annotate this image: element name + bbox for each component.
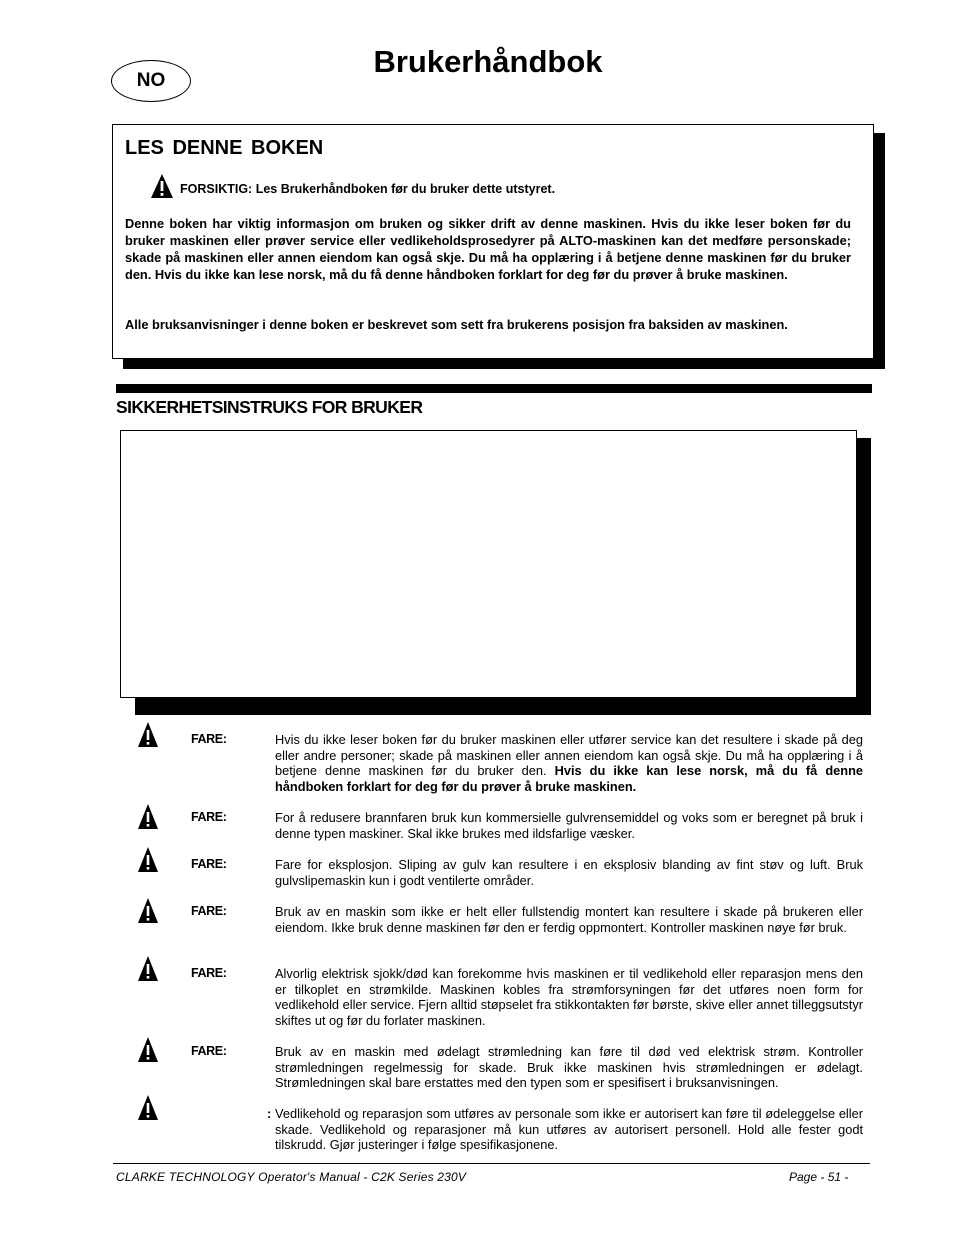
warning-triangle-icon — [137, 803, 159, 830]
warning-label: FARE: — [191, 810, 227, 824]
warning-text: Alvorlig elektrisk sjokk/død kan forekomme hvis maskinen er til vedlikehold eller reparasjon mens den er tilkoplet en strømkilde. Maskinen kobles fra strømforsyningen før det utføres noen form for vedlikehold eller service. Fjern alltid støpselet fra stikkontakten før børste, skive eller annet tilleggsutstyr skiftes ut og før du forlater maskinen. — [275, 966, 863, 1028]
caution-line — [150, 173, 555, 199]
warning-text — [275, 732, 863, 794]
warning-text: Bruk av en maskin som ikke er helt eller fullstendig montert kan resultere i skade på brukeren eller eiendom. Ikke bruk denne maskinen før den er ferdig oppmontert. Kontroller maskinen nøye før bruk. — [275, 904, 863, 935]
warning-body: Hvis du ikke leser boken før du bruker maskinen eller utfører service kan det resultere i skade på deg eller andre personer; skade på maskinen eller annen eiendom kan også skje. Du må ha opplæring i å betjene denne maskinen før du bruker den. — [275, 732, 863, 779]
warning-label: FARE: — [191, 732, 227, 746]
warning-triangle-icon — [137, 846, 159, 873]
warning-text — [267, 1106, 863, 1153]
warning-triangle-icon — [137, 955, 159, 982]
warning-label: FARE: — [191, 904, 227, 918]
warning-prefix: : — [267, 1106, 272, 1121]
warning-emphasis: Hvis du ikke kan lese norsk, må du få denne håndboken forklart for deg før du prøver å bruke maskinen. — [275, 763, 864, 794]
safety-heading: SIKKERHETSINSTRUKS FOR BRUKER — [116, 397, 423, 417]
warning-triangle-icon — [150, 173, 174, 199]
section-divider-bar — [116, 384, 872, 393]
page-title: Brukerhåndbok — [373, 44, 603, 79]
warning-label: FARE: — [191, 966, 227, 980]
warning-text: Fare for eksplosjon. Sliping av gulv kan resultere i en eksplosiv blanding av fint støv og luft. Bruk gulvslipemaskin kun i godt ventilerte områder. — [275, 857, 863, 888]
safety-box — [120, 430, 857, 698]
warning-label: FARE: — [191, 1044, 227, 1058]
footer-manual-title: CLARKE TECHNOLOGY Operator's Manual - C2K Series 230V — [116, 1170, 467, 1184]
footer-rule — [113, 1163, 870, 1164]
read-box — [112, 124, 874, 359]
read-box-paragraph-1: Denne boken har viktig informasjon om bruken og sikker drift av denne maskinen. Hvis du ikke leser boken før du bruker maskinen eller prøver service eller vedlikeholdsprosedyrer på ALTO-maskinen kan det medføre personskade; skade på maskinen eller annen eiendom kan også skje. Du må ha opplæring i å betjene denne maskinen før du bruker den. Hvis du ikke kan lese norsk, må du få denne håndboken forklart for deg før du prøver å bruke maskinen. — [125, 216, 851, 282]
footer-page-number: Page - 51 - — [789, 1170, 849, 1184]
caution-text: FORSIKTIG: Les Brukerhåndboken før du bruker dette utstyret. — [180, 182, 556, 196]
warning-text: Bruk av en maskin med ødelagt strømledning kan føre til død ved elektrisk strøm. Kontroller strømledningen regelmessig for skade. Bruk ikke maskinen hvis strømledningen er ødelagt. Strømledningen skal bare erstattes med den typen som er spesifisert i bruksanvisningen. — [275, 1044, 863, 1091]
warning-label: FARE: — [191, 857, 227, 871]
read-box-paragraph-2: Alle bruksanvisninger i denne boken er beskrevet som sett fra brukerens posisjon fra baksiden av maskinen. — [125, 317, 788, 332]
warning-triangle-icon — [137, 1036, 159, 1063]
language-badge-label: NO — [136, 70, 166, 91]
warning-text: For å redusere brannfaren bruk kun kommersielle gulvrensemiddel og voks som er beregnet på bruk i denne typen maskiner. Skal ikke brukes med ildsfarlige væsker. — [275, 810, 863, 841]
warning-triangle-icon — [137, 1094, 159, 1121]
warning-triangle-icon — [137, 721, 159, 748]
warning-triangle-icon — [137, 897, 159, 924]
warning-body: Vedlikehold og reparasjon som utføres av personale som ikke er autorisert kan føre til ødeleggelse eller skade. Vedlikehold og reparasjoner må kun utføres av autorisert personell. Hold alle fester godt tilskrudd. Gjør justeringer i følge spesifikasjonene. — [275, 1106, 863, 1153]
read-box-heading: LES DENNE BOKEN — [125, 137, 324, 159]
